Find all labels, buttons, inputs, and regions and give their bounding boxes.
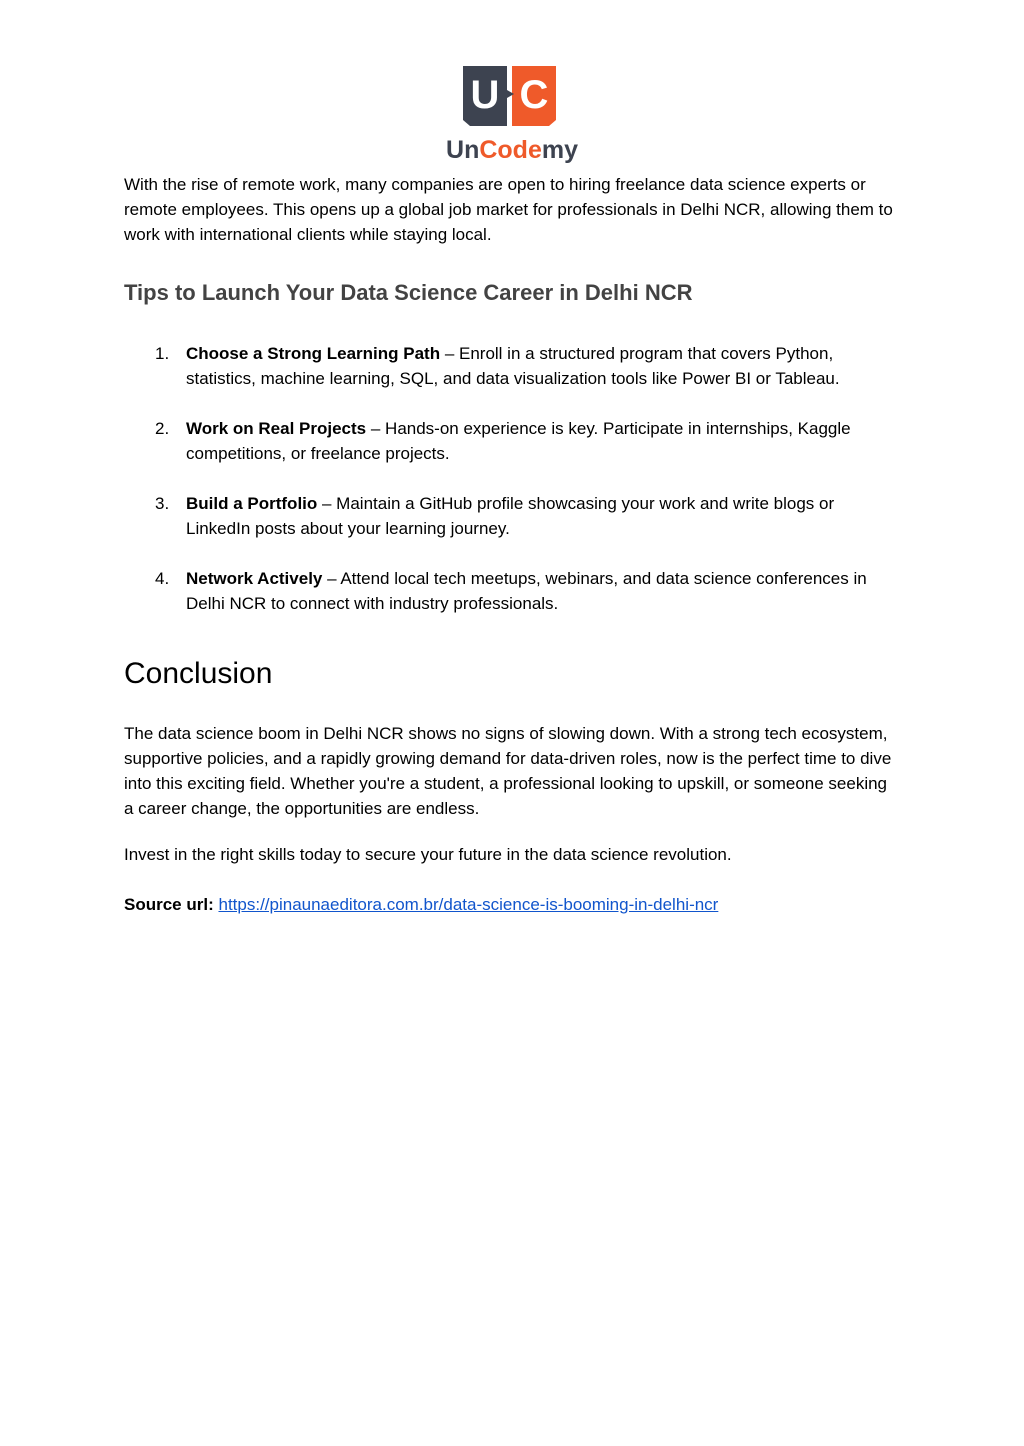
logo-wordmark: UnCodemy xyxy=(446,136,578,164)
conclusion-paragraph: The data science boom in Delhi NCR shows no signs of slowing down. With a strong tech ecosystem, supportive policies, and a rapidly growing demand for data-driven roles, now is the perfect time to dive into this exciting field. Whether you're a student, a professional looking to upskill, or someone seeking a career change, the opportunities are endless. xyxy=(124,724,892,818)
list-item-number: 2. xyxy=(155,419,170,438)
list-item-number: 3. xyxy=(155,494,170,513)
list-item xyxy=(124,341,894,391)
logo-graphic xyxy=(430,66,594,164)
list-item-text: – Maintain a GitHub profile showcasing your work and write blogs or LinkedIn posts about your learning journey. xyxy=(186,494,835,538)
list-item-number: 4. xyxy=(155,569,170,588)
list-item xyxy=(124,491,894,541)
list-item xyxy=(124,416,894,466)
list-item-title: Work on Real Projects xyxy=(186,419,367,438)
tips-heading: Tips to Launch Your Data Science Career in Delhi NCR xyxy=(124,280,693,305)
list-item-number: 1. xyxy=(155,344,170,363)
list-item-text: – Enroll in a structured program that covers Python, statistics, machine learning, SQL, and data visualization tools like Power BI or Tableau. xyxy=(186,344,840,388)
intro-paragraph: With the rise of remote work, many companies are open to hiring freelance data science experts or remote employees. This opens up a global job market for professionals in Delhi NCR, allowing them to work with international clients while staying local. xyxy=(124,175,893,244)
list-item-text: – Attend local tech meetups, webinars, and data science conferences in Delhi NCR to connect with industry professionals. xyxy=(186,569,867,613)
list-item xyxy=(124,566,894,616)
source-line xyxy=(124,892,894,917)
tips-list xyxy=(124,341,894,616)
source-label: Source url: xyxy=(124,895,214,914)
conclusion-heading: Conclusion xyxy=(124,657,273,690)
list-item-title: Build a Portfolio xyxy=(186,494,318,513)
source-link[interactable]: https://pinaunaeditora.com.br/data-science-is-booming-in-delhi-ncr xyxy=(218,895,719,914)
logo-mark-left: U xyxy=(470,73,500,117)
list-item-text: – Hands-on experience is key. Participate in internships, Kaggle competitions, or freelance projects. xyxy=(186,419,851,463)
document-content xyxy=(124,172,894,917)
invest-paragraph: Invest in the right skills today to secure your future in the data science revolution. xyxy=(124,845,732,864)
list-item-title: Choose a Strong Learning Path xyxy=(186,344,441,363)
logo-mark-right: C xyxy=(519,73,549,117)
list-item-title: Network Actively xyxy=(186,569,323,588)
uncodemy-logo xyxy=(430,66,594,164)
